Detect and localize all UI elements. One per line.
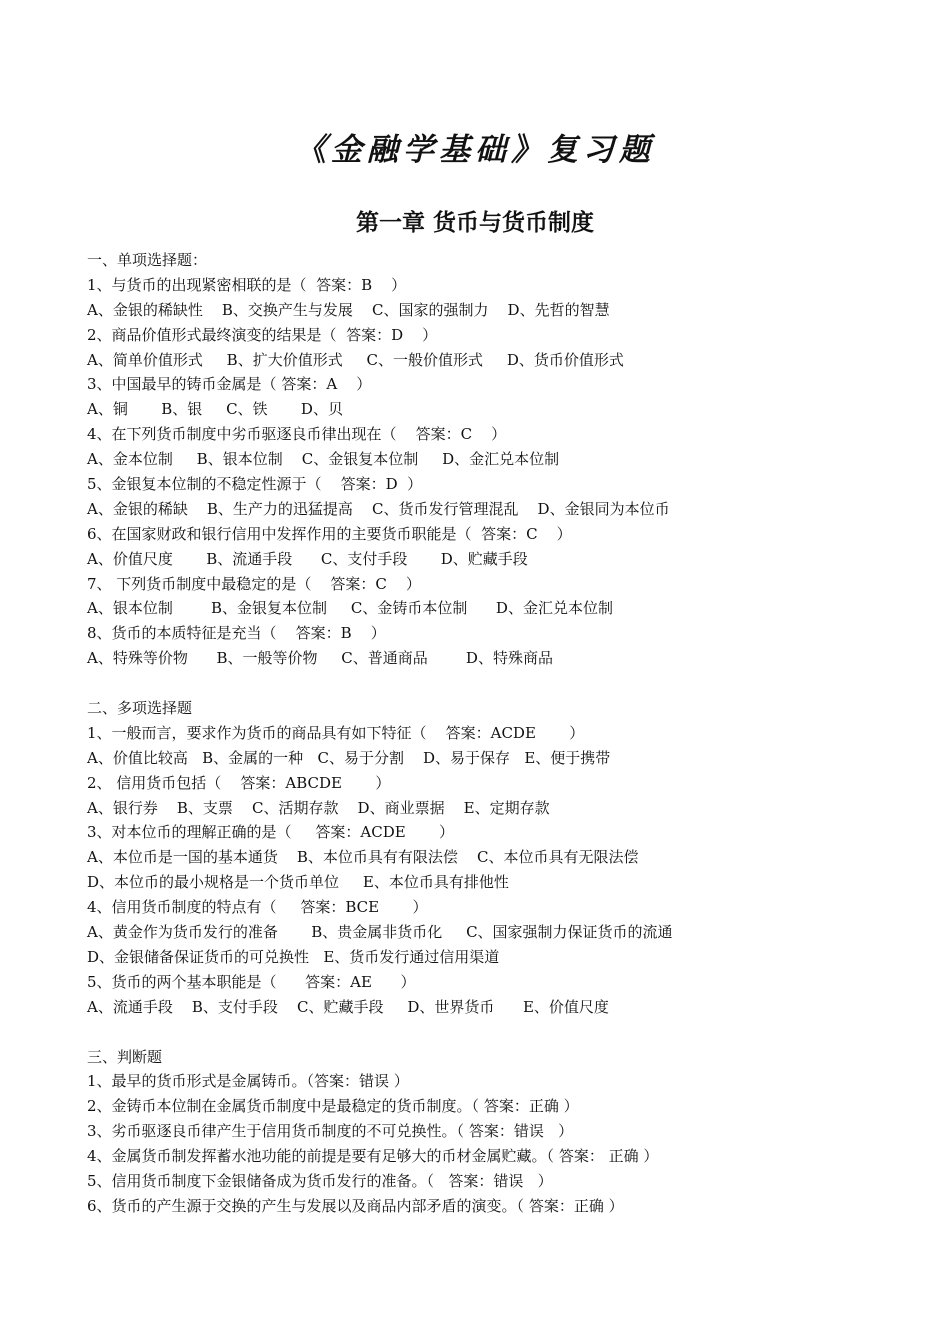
text-line: 一、单项选择题： [87, 251, 208, 269]
document-body [87, 248, 937, 1219]
text-line: A、黄金作为货币发行的准备 B、贵金属非货币化 C、国家强制力保证货币的流通 [87, 923, 673, 942]
text-line: 5、金银复本位制的不稳定性源于（ 答案：D ） [87, 475, 423, 494]
text-line: 6、在国家财政和银行信用中发挥作用的主要货币职能是（ 答案：C ） [87, 524, 572, 543]
text-line: 6、货币的产生源于交换的产生与发展以及商品内部矛盾的演变。（ 答案：正确 ） [87, 1196, 624, 1215]
text-line: 2、金铸币本位制在金属货币制度中是最稳定的货币制度。（ 答案：正确 ） [87, 1097, 579, 1116]
text-line: A、价值比较高 B、金属的一种 C、易于分割 D、易于保存 E、便于携带 [87, 748, 611, 767]
blank-line [87, 671, 937, 696]
document-title: 《金融学基础》复习题 [295, 132, 655, 168]
text-line: A、铜 B、银 C、铁 D、贝 [87, 400, 343, 419]
text-line: 3、对本位币的理解正确的是（ 答案：ACDE ） [87, 823, 455, 842]
text-line: D、金银储备保证货币的可兑换性 E、货币发行通过信用渠道 [87, 947, 500, 966]
text-line: 1、最早的货币形式是金属铸币。（答案：错误 ） [87, 1072, 409, 1091]
text-line: 8、货币的本质特征是充当（ 答案：B ） [87, 624, 386, 643]
text-line: A、银本位制 B、金银复本位制 C、金铸币本位制 D、金汇兑本位制 [87, 599, 613, 618]
blank-line [87, 1020, 937, 1045]
text-line: 1、与货币的出现紧密相联的是（ 答案：B ） [87, 275, 407, 294]
text-line: D、本位币的最小规格是一个货币单位 E、本位币具有排他性 [87, 873, 509, 892]
text-line: A、金银的稀缺性 B、交换产生与发展 C、国家的强制力 D、先哲的智慧 [87, 300, 610, 319]
text-line: 4、在下列货币制度中劣币驱逐良币律出现在（ 答案：C ） [87, 425, 507, 444]
text-line: 7、 下列货币制度中最稳定的是（ 答案：C ） [87, 574, 421, 593]
text-line: A、流通手段 B、支付手段 C、贮藏手段 D、世界货币 E、价值尺度 [87, 997, 609, 1016]
text-line: 1、一般而言，要求作为货币的商品具有如下特征（ 答案：ACDE ） [87, 723, 585, 742]
text-line: 2、 信用货币包括（ 答案：ABCDE ） [87, 773, 391, 792]
text-line: 5、货币的两个基本职能是（ 答案：AE ） [87, 972, 416, 991]
text-line: A、特殊等价物 B、一般等价物 C、普通商品 D、特殊商品 [87, 649, 553, 668]
text-line: A、银行券 B、支票 C、活期存款 D、商业票据 E、定期存款 [87, 798, 550, 817]
chapter-heading: 第一章 货币与货币制度 [355, 209, 594, 236]
text-line: 3、中国最早的铸币金属是（ 答案：A ） [87, 375, 372, 394]
text-line: A、金本位制 B、银本位制 C、金银复本位制 D、金汇兑本位制 [87, 450, 560, 469]
text-line: A、本位币是一国的基本通货 B、本位币具有有限法偿 C、本位币具有无限法偿 [87, 848, 639, 867]
text-line: A、简单价值形式 B、扩大价值形式 C、一般价值形式 D、货币价值形式 [87, 350, 624, 369]
text-line: A、金银的稀缺 B、生产力的迅猛提高 C、货币发行管理混乱 D、金银同为本位币 [87, 499, 670, 518]
text-line: A、价值尺度 B、流通手段 C、支付手段 D、贮藏手段 [87, 549, 528, 568]
text-line: 2、商品价值形式最终演变的结果是（ 答案：D ） [87, 325, 438, 344]
text-line: 3、劣币驱逐良币律产生于信用货币制度的不可兑换性。（ 答案：错误 ） [87, 1122, 574, 1141]
text-line: 4、金属货币制发挥蓄水池功能的前提是要有足够大的币材金属贮藏。（ 答案： 正确 ） [87, 1147, 659, 1166]
text-line: 三、判断题 [87, 1047, 163, 1066]
text-line: 5、信用货币制度下金银储备成为货币发行的准备。（ 答案：错误 ） [87, 1171, 553, 1190]
text-line: 4、信用货币制度的特点有（ 答案：BCE ） [87, 898, 428, 917]
text-line: 二、多项选择题 [87, 699, 193, 718]
